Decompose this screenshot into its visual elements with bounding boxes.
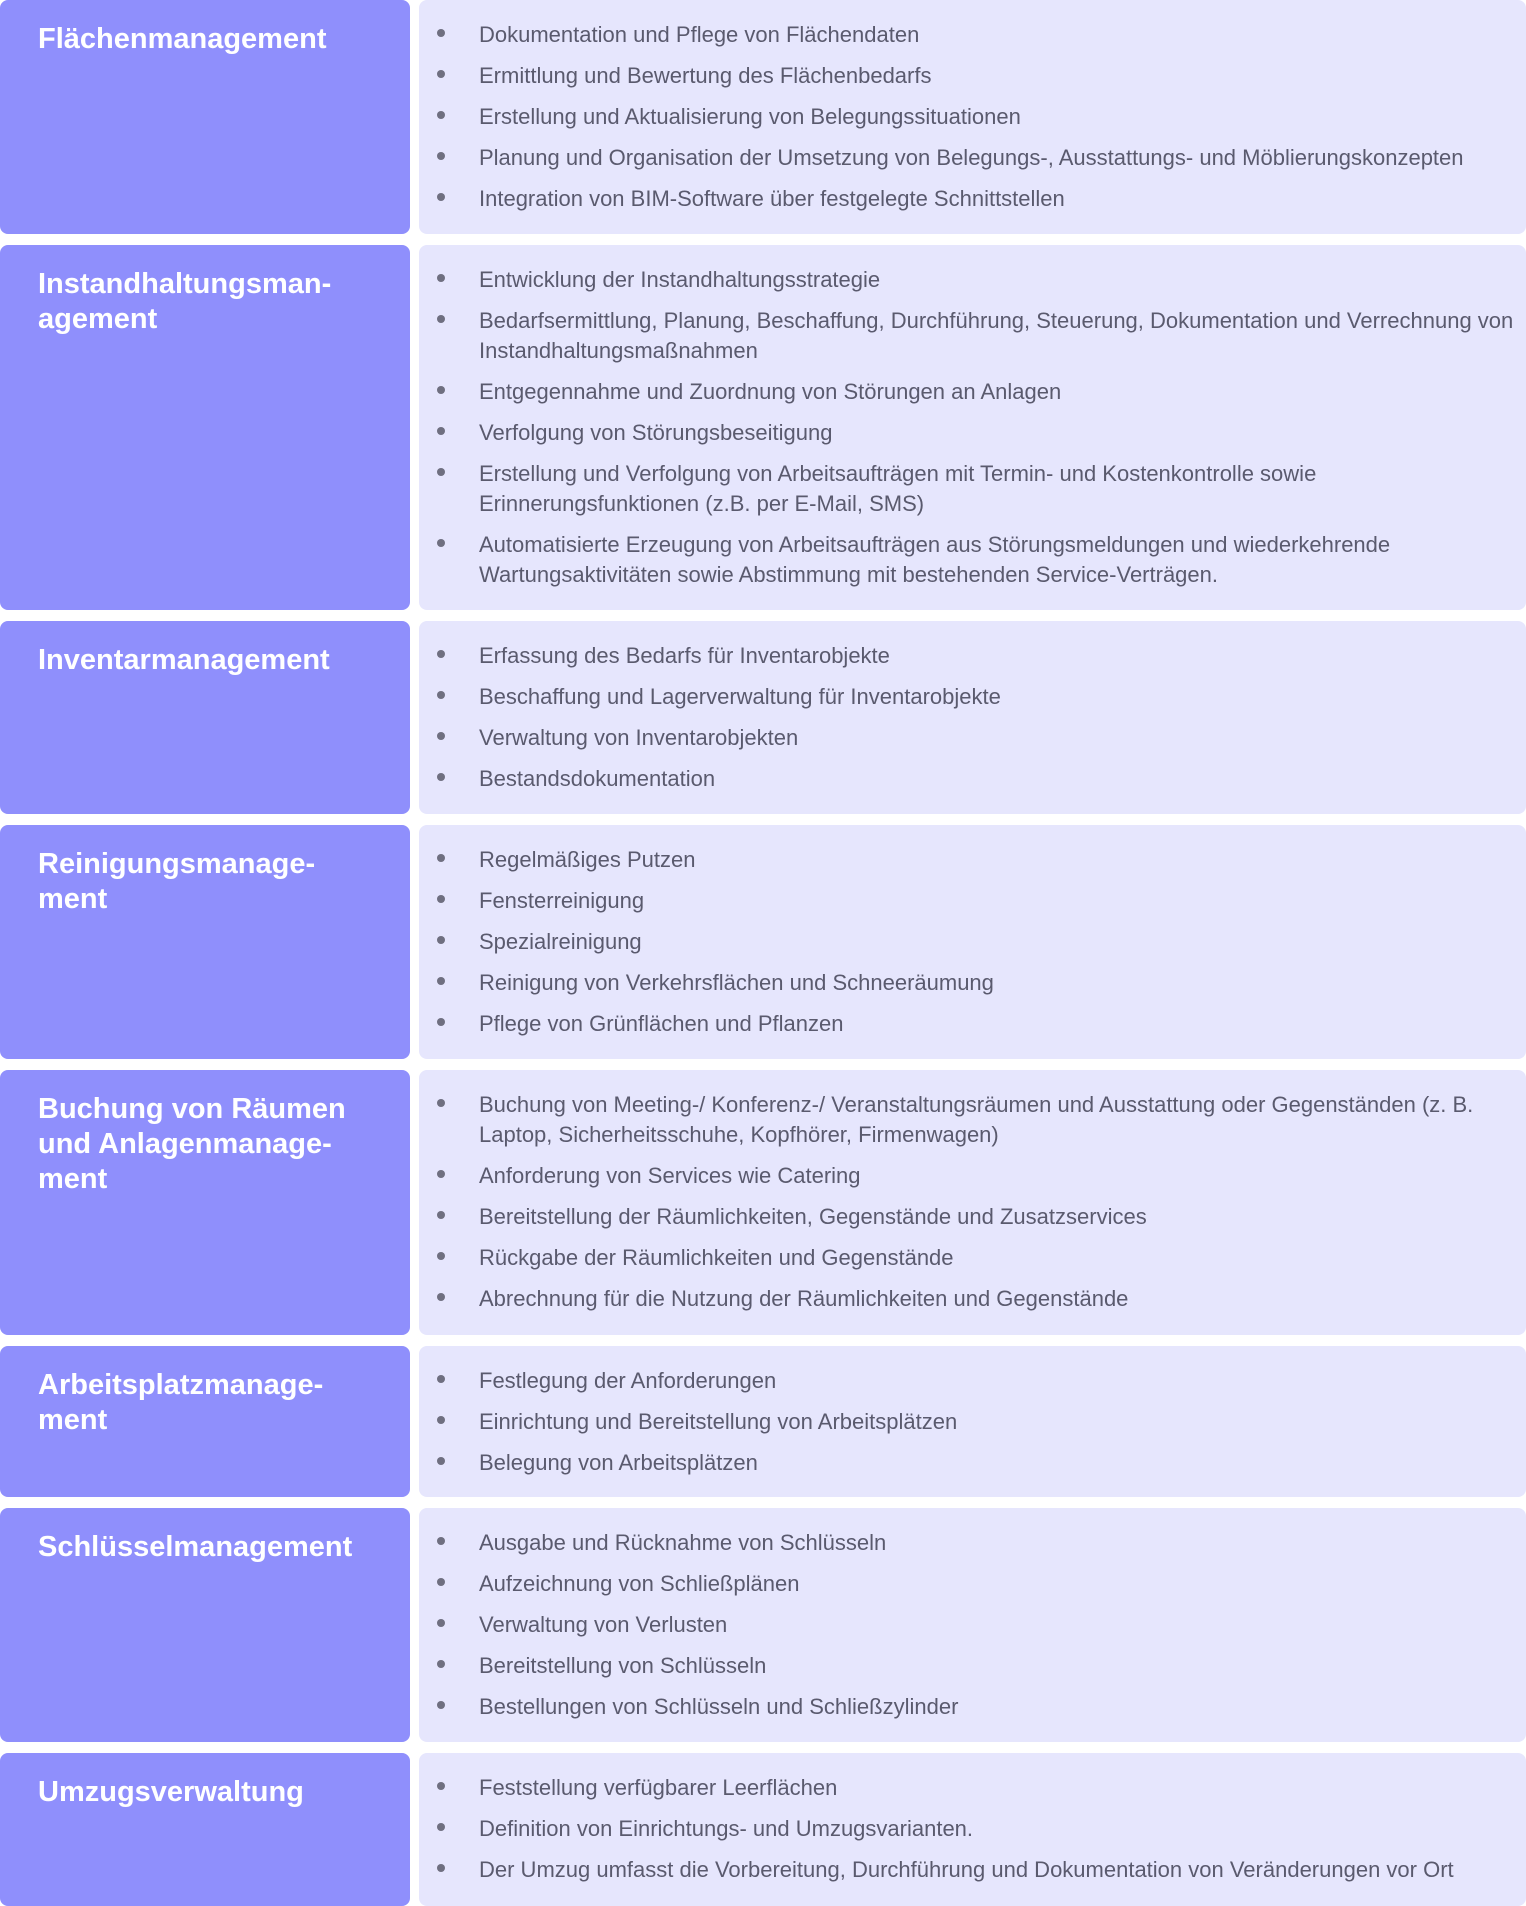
- section-row: [0, 1508, 1526, 1742]
- list-item-text: Aufzeichnung von Schließplänen: [479, 1571, 800, 1596]
- list-item: [419, 1814, 1516, 1844]
- list-item: [419, 1569, 1516, 1599]
- list-item-text: Spezialreinigung: [479, 929, 642, 954]
- list-item-text: Einrichtung und Bereitstellung von Arbeitsplätzen: [479, 1409, 958, 1434]
- list-item: [419, 1009, 1516, 1039]
- bullet-icon: [437, 1375, 445, 1383]
- list-item: [419, 306, 1516, 366]
- list-item: [419, 845, 1516, 875]
- bullet-list: [419, 1773, 1516, 1885]
- list-item: [419, 184, 1516, 214]
- section-content: [419, 0, 1526, 234]
- section-category: Schlüsselmanagement: [0, 1508, 410, 1742]
- list-item: [419, 265, 1516, 295]
- list-item-text: Dokumentation und Pflege von Flächendaten: [479, 22, 920, 47]
- list-item: [419, 1161, 1516, 1191]
- section-category: Instandhaltungsman- agement: [0, 245, 410, 610]
- list-item-text: Erfassung des Bedarfs für Inventarobjekte: [479, 643, 890, 668]
- list-item-text: Definition von Einrichtungs- und Umzugsvarianten.: [479, 1816, 974, 1841]
- bullet-list: [419, 1528, 1516, 1722]
- list-item-text: Regelmäßiges Putzen: [479, 847, 696, 872]
- list-item: [419, 1692, 1516, 1722]
- bullet-icon: [437, 111, 445, 119]
- bullet-list: [419, 845, 1516, 1039]
- bullet-icon: [437, 29, 445, 37]
- list-item: [419, 682, 1516, 712]
- section-category: Umzugsverwaltung: [0, 1753, 410, 1906]
- bullet-icon: [437, 977, 445, 985]
- list-item: [419, 1243, 1516, 1273]
- list-item-text: Erstellung und Aktualisierung von Belegungssituationen: [479, 104, 1021, 129]
- list-item-text: Abrechnung für die Nutzung der Räumlichkeiten und Gegenstände: [479, 1286, 1129, 1311]
- section-content: [419, 1508, 1526, 1742]
- list-item: [419, 1528, 1516, 1558]
- bullet-icon: [437, 732, 445, 740]
- list-item: [419, 530, 1516, 590]
- list-item-text: Buchung von Meeting-/ Konferenz-/ Veranstaltungsräumen und Ausstattung oder Gegenständen (z. B. Laptop, Sicherheitsschuhe, Kopfhörer, Firmenwagen): [479, 1092, 1474, 1147]
- bullet-icon: [437, 773, 445, 781]
- list-item: [419, 1610, 1516, 1640]
- section-content: [419, 825, 1526, 1059]
- bullet-icon: [437, 152, 445, 160]
- bullet-list: [419, 1090, 1516, 1314]
- bullet-icon: [437, 1099, 445, 1107]
- bullet-icon: [437, 854, 445, 862]
- bullet-icon: [437, 386, 445, 394]
- section-row: [0, 1753, 1526, 1906]
- list-item-text: Bedarfsermittlung, Planung, Beschaffung, Durchführung, Steuerung, Dokumentation und Verrechnung von Instandhaltungsmaßnahmen: [479, 308, 1514, 363]
- section-category: Inventarmanagement: [0, 621, 410, 814]
- list-item-text: Verwaltung von Verlusten: [479, 1612, 728, 1637]
- list-item: [419, 1284, 1516, 1314]
- list-item-text: Planung und Organisation der Umsetzung von Belegungs-, Ausstattungs- und Möblierungskonzepten: [479, 145, 1464, 170]
- bullet-icon: [437, 1537, 445, 1545]
- list-item-text: Erstellung und Verfolgung von Arbeitsaufträgen mit Termin- und Kostenkontrolle sowie Erinnerungsfunktionen (z.B. per E-Mail, SMS): [479, 461, 1317, 516]
- list-item-text: Fensterreinigung: [479, 888, 645, 913]
- section-content: [419, 1753, 1526, 1906]
- list-item: [419, 418, 1516, 448]
- list-item-text: Pflege von Grünflächen und Pflanzen: [479, 1011, 844, 1036]
- section-row: [0, 621, 1526, 814]
- list-item-text: Belegung von Arbeitsplätzen: [479, 1450, 758, 1475]
- bullet-icon: [437, 193, 445, 201]
- list-item-text: Verfolgung von Störungsbeseitigung: [479, 420, 833, 445]
- section-category: Buchung von Räumen und Anlagenmanage- ment: [0, 1070, 410, 1335]
- list-item-text: Der Umzug umfasst die Vorbereitung, Durchführung und Dokumentation von Veränderungen vor Ort: [479, 1857, 1454, 1882]
- list-item-text: Reinigung von Verkehrsflächen und Schneeräumung: [479, 970, 994, 995]
- list-item: [419, 1090, 1516, 1150]
- list-item: [419, 1407, 1516, 1437]
- section-row: [0, 1070, 1526, 1335]
- section-category: Reinigungsmanage- ment: [0, 825, 410, 1059]
- list-item: [419, 61, 1516, 91]
- list-item-text: Bereitstellung der Räumlichkeiten, Gegenstände und Zusatzservices: [479, 1204, 1147, 1229]
- section-content: [419, 245, 1526, 610]
- bullet-icon: [437, 691, 445, 699]
- list-item: [419, 764, 1516, 794]
- bullet-icon: [437, 936, 445, 944]
- list-item-text: Entwicklung der Instandhaltungsstrategie: [479, 267, 881, 292]
- list-item-text: Ermittlung und Bewertung des Flächenbedarfs: [479, 63, 932, 88]
- list-item: [419, 1448, 1516, 1478]
- section-category: Flächenmanagement: [0, 0, 410, 234]
- section-content: [419, 1070, 1526, 1335]
- bullet-icon: [437, 1211, 445, 1219]
- section-row: [0, 825, 1526, 1059]
- bullet-icon: [437, 315, 445, 323]
- bullet-list: [419, 641, 1516, 794]
- list-item: [419, 1366, 1516, 1396]
- bullet-icon: [437, 1018, 445, 1026]
- bullet-icon: [437, 70, 445, 78]
- list-item: [419, 459, 1516, 519]
- list-item-text: Bereitstellung von Schlüsseln: [479, 1653, 767, 1678]
- list-item: [419, 1773, 1516, 1803]
- section-row: [0, 0, 1526, 234]
- list-item: [419, 968, 1516, 998]
- bullet-list: [419, 1366, 1516, 1478]
- list-item-text: Automatisierte Erzeugung von Arbeitsaufträgen aus Störungsmeldungen und wiederkehrende Wartungsaktivitäten sowie Abstimmung mit bestehenden Service-Verträgen.: [479, 532, 1391, 587]
- list-item: [419, 143, 1516, 173]
- bullet-icon: [437, 1619, 445, 1627]
- list-item: [419, 641, 1516, 671]
- bullet-icon: [437, 895, 445, 903]
- bullet-icon: [437, 1416, 445, 1424]
- section-content: [419, 621, 1526, 814]
- list-item-text: Bestandsdokumentation: [479, 766, 716, 791]
- list-item-text: Anforderung von Services wie Catering: [479, 1163, 861, 1188]
- section-row: [0, 1346, 1526, 1497]
- bullet-icon: [437, 650, 445, 658]
- list-item-text: Rückgabe der Räumlichkeiten und Gegenstände: [479, 1245, 954, 1270]
- list-item-text: Integration von BIM-Software über festgelegte Schnittstellen: [479, 186, 1065, 211]
- bullet-icon: [437, 1864, 445, 1872]
- list-item: [419, 20, 1516, 50]
- bullet-icon: [437, 1457, 445, 1465]
- list-item: [419, 1651, 1516, 1681]
- bullet-icon: [437, 427, 445, 435]
- list-item: [419, 377, 1516, 407]
- list-item-text: Ausgabe und Rücknahme von Schlüsseln: [479, 1530, 887, 1555]
- section-category: Arbeitsplatzmanage- ment: [0, 1346, 410, 1497]
- list-item-text: Entgegennahme und Zuordnung von Störungen an Anlagen: [479, 379, 1062, 404]
- bullet-list: [419, 20, 1516, 214]
- list-item: [419, 1202, 1516, 1232]
- bullet-icon: [437, 468, 445, 476]
- list-item: [419, 102, 1516, 132]
- bullet-icon: [437, 539, 445, 547]
- list-item-text: Feststellung verfügbarer Leerflächen: [479, 1775, 838, 1800]
- bullet-icon: [437, 1701, 445, 1709]
- bullet-icon: [437, 1660, 445, 1668]
- list-item: [419, 723, 1516, 753]
- bullet-icon: [437, 1170, 445, 1178]
- bullet-icon: [437, 1782, 445, 1790]
- bullet-icon: [437, 1823, 445, 1831]
- bullet-icon: [437, 274, 445, 282]
- bullet-icon: [437, 1252, 445, 1260]
- list-item-text: Beschaffung und Lagerverwaltung für Inventarobjekte: [479, 684, 1001, 709]
- list-item: [419, 886, 1516, 916]
- list-item-text: Verwaltung von Inventarobjekten: [479, 725, 799, 750]
- bullet-icon: [437, 1578, 445, 1586]
- bullet-list: [419, 265, 1516, 590]
- section-row: [0, 245, 1526, 610]
- bullet-icon: [437, 1293, 445, 1301]
- section-content: [419, 1346, 1526, 1497]
- list-item: [419, 1855, 1516, 1885]
- list-item-text: Festlegung der Anforderungen: [479, 1368, 777, 1393]
- list-item: [419, 927, 1516, 957]
- list-item-text: Bestellungen von Schlüsseln und Schließzylinder: [479, 1694, 959, 1719]
